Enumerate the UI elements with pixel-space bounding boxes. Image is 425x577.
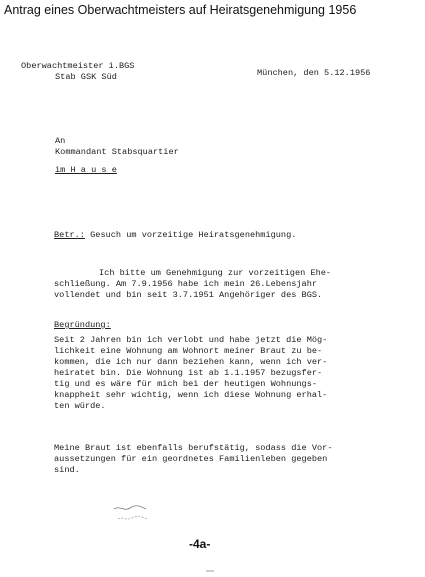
subject-label: Betr.: — [54, 230, 85, 240]
paragraph-line: Ich bitte um Genehmigung zur vorzeitigen Ehe- — [99, 268, 332, 278]
reason-line: kommen, die ich nur dann beziehen kann, wenn ich ver- — [54, 357, 328, 367]
reason-line: tig und es wäre für mich bei der heutigen Wohnungs- — [54, 379, 318, 389]
recipient-line-3: im H a u s e — [55, 165, 117, 175]
recipient-line-2: Kommandant Stabsquartier — [55, 147, 179, 157]
paragraph-bride — [54, 443, 332, 476]
sender-line-2: Stab GSK Süd — [55, 72, 117, 82]
reason-block — [54, 320, 327, 412]
reason-line: ten würde. — [54, 401, 106, 411]
reason-line: knappheit sehr wichtig, wenn ich diese Wohnung erhal- — [54, 390, 328, 400]
place-date: München, den 5.12.1956 — [257, 68, 371, 78]
document-title: Antrag eines Oberwachtmeisters auf Heiratsgenehmigung 1956 — [4, 3, 357, 17]
subject-text: Gesuch um vorzeitige Heiratsgenehmigung. — [90, 230, 297, 240]
paragraph-request — [54, 268, 331, 301]
recipient-line-1: An — [55, 136, 66, 146]
recipient-block — [55, 136, 179, 176]
signature-scribble — [112, 503, 150, 525]
paragraph-line: aussetzungen für ein geordnetes Familienleben gegeben — [54, 454, 328, 464]
reason-line: Seit 2 Jahren bin ich verlobt und habe jetzt die Mög- — [54, 335, 328, 345]
page-number: -4a- — [189, 537, 211, 551]
reason-line: heiratet bin. Die Wohnung ist ab 1.1.1957 bezugsfer- — [54, 368, 323, 378]
reason-label: Begründung: — [54, 320, 111, 330]
paragraph-line: Meine Braut ist ebenfalls berufstätig, sodass die Vor- — [54, 443, 333, 453]
sender-block — [21, 61, 134, 83]
paragraph-line: vollendet und bin seit 3.7.1951 Angehöriger des BGS. — [54, 290, 323, 300]
paragraph-line: schließung. Am 7.9.1956 habe ich mein 26.Lebensjahr — [54, 279, 318, 289]
reason-line: lichkeit eine Wohnung am Wohnort meiner Braut zu be- — [54, 346, 323, 356]
sender-line-1: Oberwachtmeister i.BGS — [21, 61, 135, 71]
paragraph-line: sind. — [54, 465, 80, 475]
subject-line — [54, 230, 296, 241]
scan-mark — [206, 569, 214, 575]
